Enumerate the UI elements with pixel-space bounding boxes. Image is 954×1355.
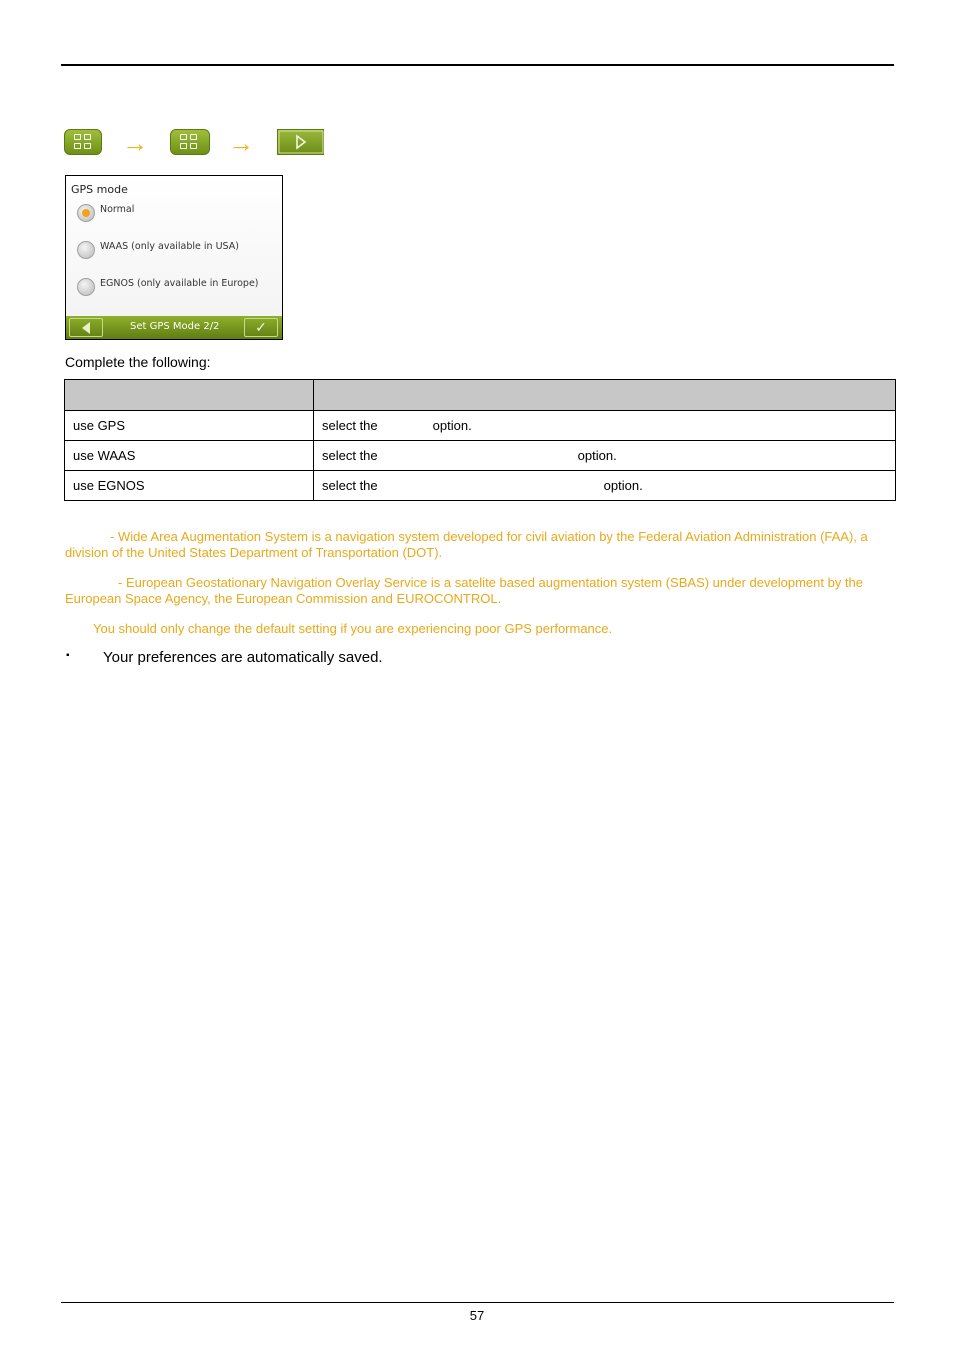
table-row bbox=[65, 441, 896, 471]
table-cell-action bbox=[314, 441, 896, 471]
table-cell-action bbox=[314, 471, 896, 501]
device-footer-label: Set GPS Mode 2/2 bbox=[130, 321, 220, 332]
settings-menu-button[interactable] bbox=[170, 129, 210, 155]
main-menu-button[interactable] bbox=[64, 129, 102, 155]
options-table bbox=[64, 379, 896, 501]
action-prefix: select the bbox=[322, 478, 378, 493]
waas-note: - Wide Area Augmentation System is a navigation system developed for civil aviation by the Federal Aviation Administration (FAA), a division of the United States Department of Transportation (DOT). bbox=[65, 529, 868, 560]
device-screenshot bbox=[65, 175, 283, 340]
table-cell-action bbox=[314, 411, 896, 441]
option-label-normal: Normal bbox=[100, 204, 135, 215]
arrow-right-icon: → bbox=[228, 128, 254, 158]
footer-rule bbox=[61, 1302, 894, 1303]
play-right-icon bbox=[278, 129, 325, 155]
option-label-egnos: EGNOS (only available in Europe) bbox=[100, 278, 259, 289]
radio-egnos[interactable] bbox=[77, 278, 95, 296]
action-suffix: option. bbox=[577, 448, 617, 463]
radio-waas[interactable] bbox=[77, 241, 95, 259]
table-row bbox=[65, 471, 896, 501]
gps-mode-title: GPS mode bbox=[71, 183, 128, 196]
action-prefix: select the bbox=[322, 448, 378, 463]
bullet-text: Your preferences are automatically saved. bbox=[103, 649, 383, 666]
settings-grid-icon bbox=[180, 134, 198, 150]
header-rule bbox=[61, 64, 894, 66]
bullet-marker: ▪ bbox=[66, 650, 70, 661]
back-arrow-icon[interactable] bbox=[69, 318, 103, 337]
table-header-row bbox=[65, 380, 896, 411]
instruction-text: Complete the following: bbox=[65, 354, 211, 370]
caution-note: You should only change the default setting if you are experiencing poor GPS performance. bbox=[93, 621, 613, 636]
option-label-waas: WAAS (only available in USA) bbox=[100, 241, 239, 252]
checkmark-icon[interactable]: ✓ bbox=[244, 318, 278, 337]
radio-normal[interactable] bbox=[77, 204, 95, 222]
page-number: 57 bbox=[469, 1308, 485, 1323]
egnos-note: - European Geostationary Navigation Overlay Service is a satelite based augmentation system (SBAS) under development by the European Space Agency, the European Commission and EUROCONTROL. bbox=[65, 575, 864, 606]
next-page-button[interactable] bbox=[277, 129, 324, 155]
table-row bbox=[65, 411, 896, 441]
table-cell-want: use WAAS bbox=[65, 441, 314, 471]
table-cell-want: use EGNOS bbox=[65, 471, 314, 501]
arrow-right-icon: → bbox=[122, 128, 148, 158]
table-header-cell bbox=[314, 380, 896, 411]
action-suffix: option. bbox=[603, 478, 643, 493]
action-suffix: option. bbox=[432, 418, 472, 433]
table-header-cell bbox=[65, 380, 314, 411]
device-footer-bar bbox=[66, 316, 282, 339]
table-cell-want: use GPS bbox=[65, 411, 314, 441]
grid-icon bbox=[74, 134, 92, 150]
action-prefix: select the bbox=[322, 418, 378, 433]
